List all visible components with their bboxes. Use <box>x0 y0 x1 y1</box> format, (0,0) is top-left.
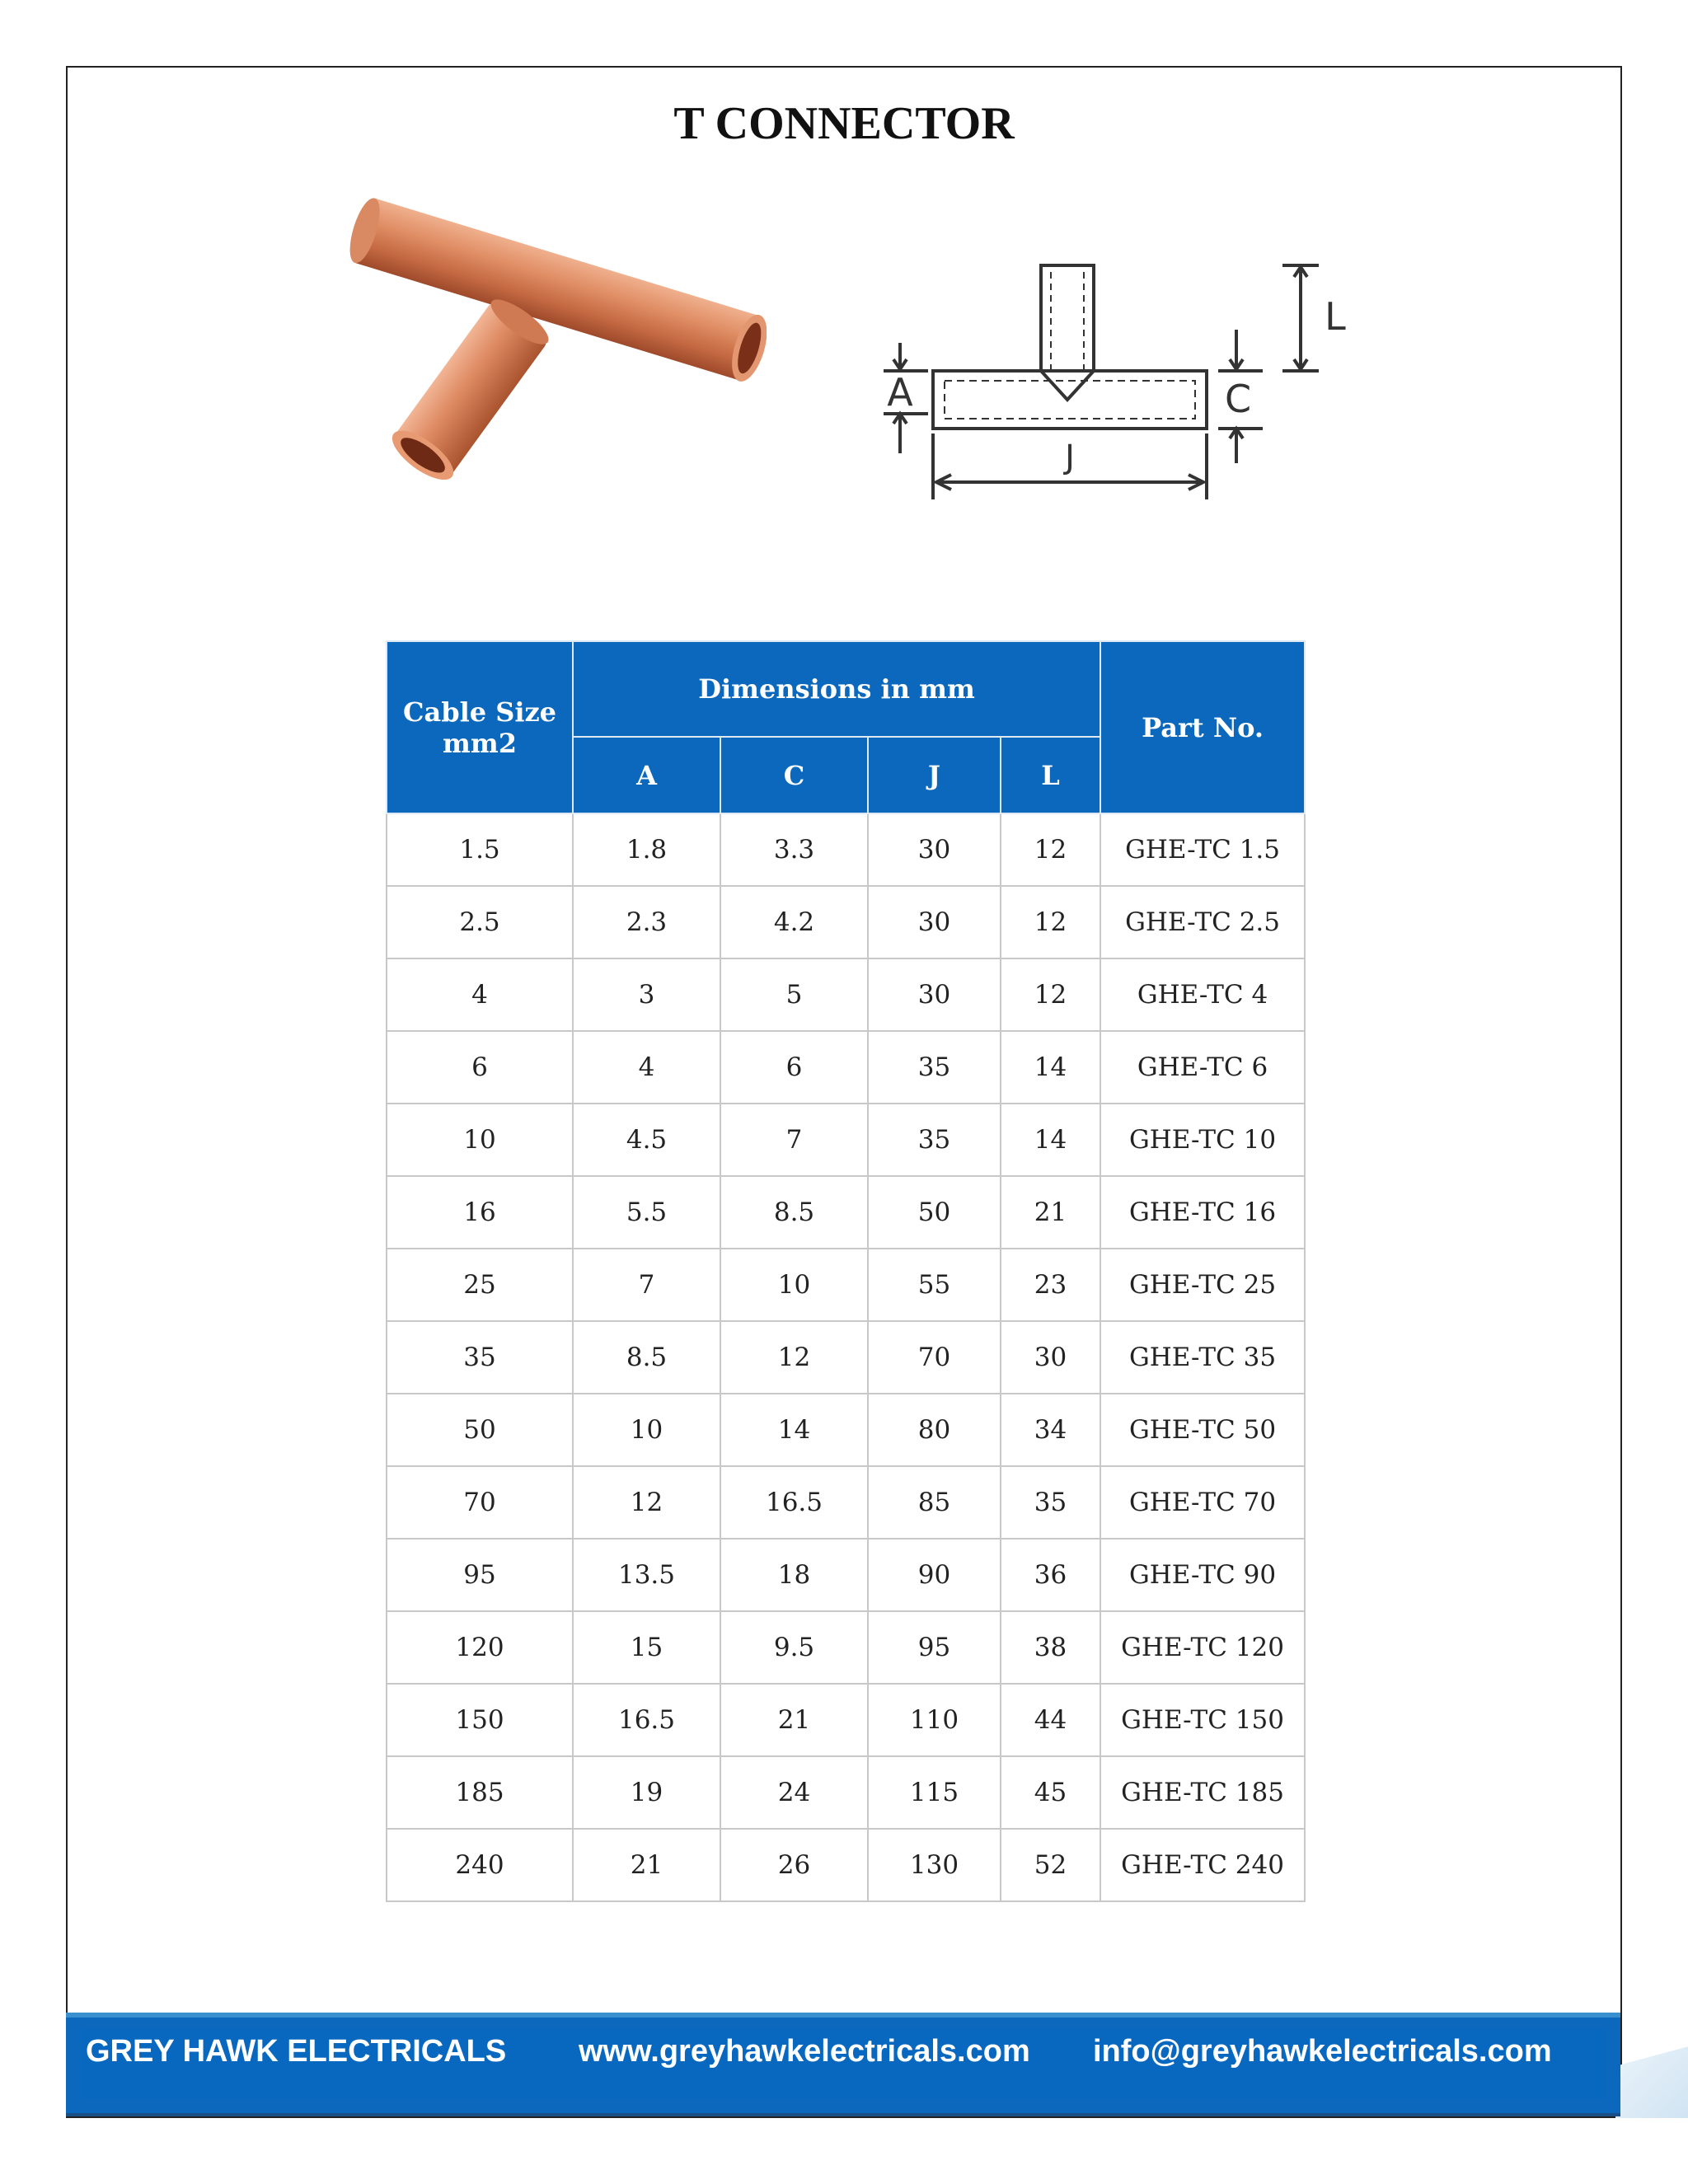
table-row <box>387 1031 1305 1104</box>
label-j: J <box>1065 438 1075 476</box>
cell-cable-size: 95 <box>387 1539 573 1611</box>
cell-j: 90 <box>868 1539 1001 1611</box>
cell-part-no: GHE-TC 150 <box>1100 1684 1305 1756</box>
cell-part-no: GHE-TC 90 <box>1100 1539 1305 1611</box>
cell-c: 9.5 <box>720 1611 868 1684</box>
cell-c: 6 <box>720 1031 868 1104</box>
footer-website[interactable]: www.greyhawkelectricals.com <box>579 2034 1030 2069</box>
cell-c: 18 <box>720 1539 868 1611</box>
cell-a: 16.5 <box>573 1684 720 1756</box>
cell-a: 3 <box>573 958 720 1031</box>
cell-l: 36 <box>1001 1539 1100 1611</box>
cell-a: 2.3 <box>573 886 720 958</box>
footer-bar <box>66 2013 1620 2116</box>
cell-cable-size: 2.5 <box>387 886 573 958</box>
cell-cable-size: 50 <box>387 1394 573 1466</box>
cell-l: 34 <box>1001 1394 1100 1466</box>
cell-cable-size: 150 <box>387 1684 573 1756</box>
header-dimensions: Dimensions in mm <box>573 641 1100 737</box>
cell-cable-size: 240 <box>387 1829 573 1901</box>
cell-c: 14 <box>720 1394 868 1466</box>
cell-part-no: GHE-TC 10 <box>1100 1104 1305 1176</box>
cell-a: 1.8 <box>573 813 720 886</box>
cell-j: 85 <box>868 1466 1001 1539</box>
cell-a: 13.5 <box>573 1539 720 1611</box>
cell-part-no: GHE-TC 50 <box>1100 1394 1305 1466</box>
label-l: L <box>1325 294 1346 339</box>
cell-c: 4.2 <box>720 886 868 958</box>
cell-part-no: GHE-TC 240 <box>1100 1829 1305 1901</box>
cell-cable-size: 10 <box>387 1104 573 1176</box>
cell-a: 5.5 <box>573 1176 720 1249</box>
table-row <box>387 1829 1305 1901</box>
cell-j: 70 <box>868 1321 1001 1394</box>
cell-l: 12 <box>1001 813 1100 886</box>
cell-part-no: GHE-TC 4 <box>1100 958 1305 1031</box>
cell-a: 19 <box>573 1756 720 1829</box>
page-title: T CONNECTOR <box>673 98 1015 149</box>
cell-cable-size: 70 <box>387 1466 573 1539</box>
cell-cable-size: 120 <box>387 1611 573 1684</box>
cell-c: 26 <box>720 1829 868 1901</box>
cell-j: 30 <box>868 813 1001 886</box>
header-col-a: A <box>573 737 720 813</box>
cell-part-no: GHE-TC 185 <box>1100 1756 1305 1829</box>
cell-j: 130 <box>868 1829 1001 1901</box>
cell-l: 30 <box>1001 1321 1100 1394</box>
cell-part-no: GHE-TC 35 <box>1100 1321 1305 1394</box>
cell-l: 45 <box>1001 1756 1100 1829</box>
cell-l: 44 <box>1001 1684 1100 1756</box>
footer-inner <box>81 2029 1606 2098</box>
cell-l: 35 <box>1001 1466 1100 1539</box>
cell-part-no: GHE-TC 70 <box>1100 1466 1305 1539</box>
cell-l: 23 <box>1001 1249 1100 1321</box>
cell-c: 5 <box>720 958 868 1031</box>
cell-part-no: GHE-TC 2.5 <box>1100 886 1305 958</box>
table-row <box>387 1104 1305 1176</box>
table-row <box>387 1466 1305 1539</box>
cell-part-no: GHE-TC 120 <box>1100 1611 1305 1684</box>
cell-cable-size: 185 <box>387 1756 573 1829</box>
cell-l: 21 <box>1001 1176 1100 1249</box>
cell-l: 14 <box>1001 1104 1100 1176</box>
cell-j: 30 <box>868 886 1001 958</box>
table-row <box>387 1321 1305 1394</box>
header-col-j: J <box>868 737 1001 813</box>
cell-c: 10 <box>720 1249 868 1321</box>
cell-cable-size: 25 <box>387 1249 573 1321</box>
header-col-l: L <box>1001 737 1100 813</box>
footer-email[interactable]: info@greyhawkelectricals.com <box>1093 2034 1552 2069</box>
cell-c: 12 <box>720 1321 868 1394</box>
cell-a: 4 <box>573 1031 720 1104</box>
table-row <box>387 1611 1305 1684</box>
table-row <box>387 1539 1305 1611</box>
cell-j: 110 <box>868 1684 1001 1756</box>
cell-j: 95 <box>868 1611 1001 1684</box>
cell-cable-size: 35 <box>387 1321 573 1394</box>
dimension-drawing <box>841 247 1385 527</box>
table-row <box>387 886 1305 958</box>
header-cable-size: Cable Size mm2 <box>387 641 573 813</box>
footer-company: GREY HAWK ELECTRICALS <box>86 2034 507 2069</box>
cell-cable-size: 16 <box>387 1176 573 1249</box>
cell-a: 4.5 <box>573 1104 720 1176</box>
cell-cable-size: 1.5 <box>387 813 573 886</box>
label-a: A <box>887 370 913 415</box>
table-row <box>387 1684 1305 1756</box>
t-connector-photo <box>321 190 767 486</box>
cell-l: 38 <box>1001 1611 1100 1684</box>
table-row <box>387 1756 1305 1829</box>
cell-part-no: GHE-TC 1.5 <box>1100 813 1305 886</box>
cell-c: 24 <box>720 1756 868 1829</box>
table-row <box>387 813 1305 886</box>
cell-c: 3.3 <box>720 813 868 886</box>
cell-j: 35 <box>868 1104 1001 1176</box>
cell-cable-size: 4 <box>387 958 573 1031</box>
cell-l: 12 <box>1001 958 1100 1031</box>
cell-j: 115 <box>868 1756 1001 1829</box>
cell-l: 12 <box>1001 886 1100 958</box>
cell-part-no: GHE-TC 16 <box>1100 1176 1305 1249</box>
cell-c: 21 <box>720 1684 868 1756</box>
cell-a: 21 <box>573 1829 720 1901</box>
cell-j: 50 <box>868 1176 1001 1249</box>
label-c: C <box>1224 377 1252 421</box>
cell-cable-size: 6 <box>387 1031 573 1104</box>
cell-a: 7 <box>573 1249 720 1321</box>
cell-a: 12 <box>573 1466 720 1539</box>
cell-c: 16.5 <box>720 1466 868 1539</box>
cell-part-no: GHE-TC 6 <box>1100 1031 1305 1104</box>
cell-c: 7 <box>720 1104 868 1176</box>
table-row <box>387 1176 1305 1249</box>
cell-c: 8.5 <box>720 1176 868 1249</box>
dimensions-table <box>386 640 1306 1902</box>
cell-l: 52 <box>1001 1829 1100 1901</box>
cell-part-no: GHE-TC 25 <box>1100 1249 1305 1321</box>
cell-a: 10 <box>573 1394 720 1466</box>
cell-j: 35 <box>868 1031 1001 1104</box>
cell-a: 8.5 <box>573 1321 720 1394</box>
header-col-c: C <box>720 737 868 813</box>
cell-j: 80 <box>868 1394 1001 1466</box>
footer-decoration <box>1615 2044 1688 2118</box>
table-row <box>387 1249 1305 1321</box>
table-row <box>387 958 1305 1031</box>
table-row <box>387 1394 1305 1466</box>
header-part-no: Part No. <box>1100 641 1305 813</box>
cell-j: 30 <box>868 958 1001 1031</box>
cell-a: 15 <box>573 1611 720 1684</box>
table-body <box>387 813 1305 1901</box>
cell-j: 55 <box>868 1249 1001 1321</box>
cell-l: 14 <box>1001 1031 1100 1104</box>
